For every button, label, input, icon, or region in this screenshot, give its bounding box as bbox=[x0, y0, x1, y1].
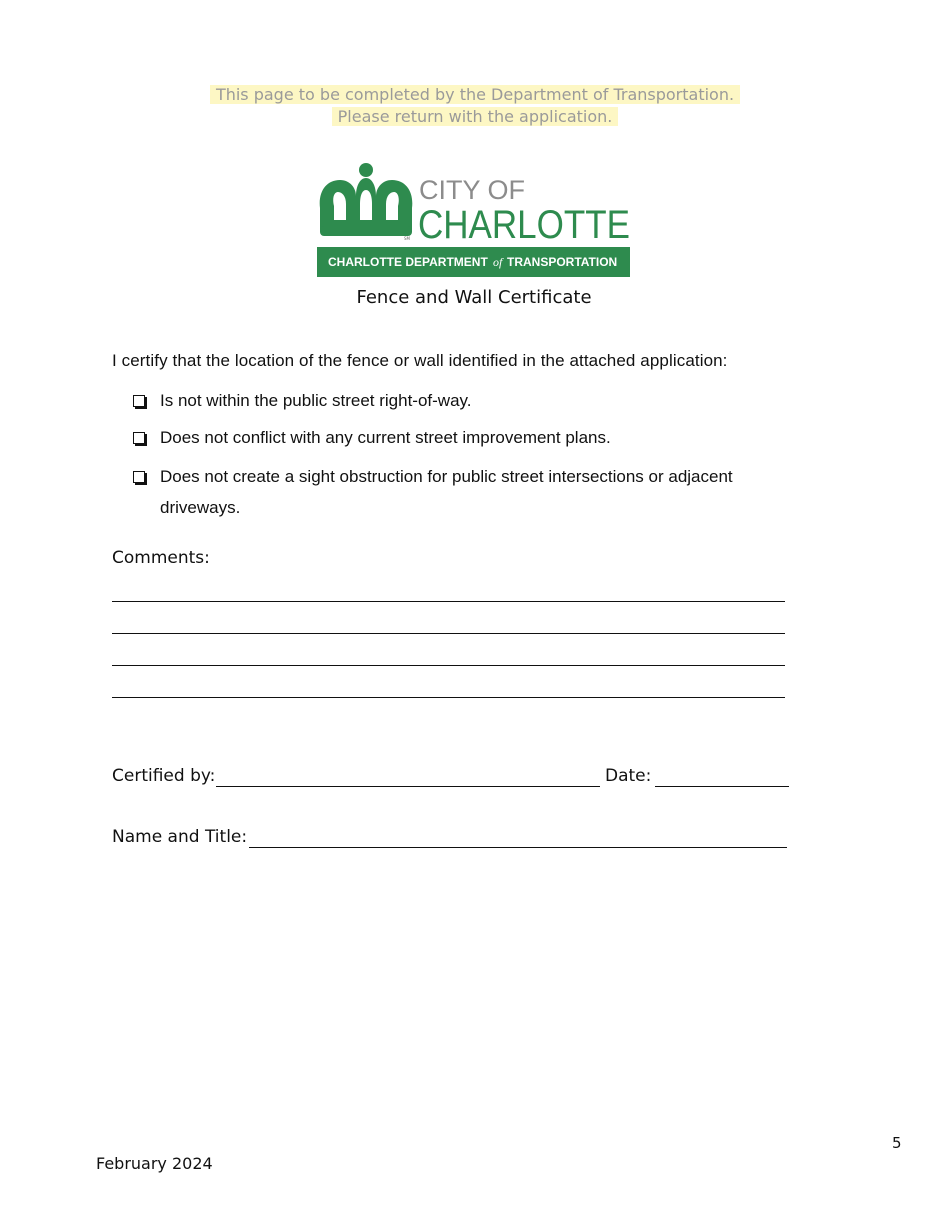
comment-line[interactable] bbox=[112, 633, 785, 634]
city-of-charlotte-logo bbox=[316, 160, 632, 280]
checklist-item bbox=[132, 422, 812, 453]
certified-by-label: Certified by: bbox=[112, 766, 216, 786]
checklist-item-label: Does not create a sight obstruction for public street intersections or adjacent driveways. bbox=[160, 467, 733, 517]
footer-date: February 2024 bbox=[96, 1154, 213, 1173]
name-title-field[interactable] bbox=[249, 847, 787, 848]
checkbox[interactable] bbox=[133, 471, 145, 483]
date-label: Date: bbox=[605, 766, 652, 786]
name-title-label: Name and Title: bbox=[112, 827, 248, 847]
comment-line[interactable] bbox=[112, 697, 785, 698]
date-field[interactable] bbox=[655, 786, 789, 787]
page-number: 5 bbox=[892, 1134, 902, 1152]
checkbox[interactable] bbox=[133, 432, 145, 444]
crown-icon bbox=[320, 163, 413, 236]
logo-charlotte: CHARLOTTE bbox=[418, 203, 630, 247]
logo-banner-left: CHARLOTTE DEPARTMENT bbox=[328, 255, 488, 269]
certification-checklist bbox=[132, 390, 812, 531]
comments-label: Comments: bbox=[112, 548, 210, 568]
comment-line[interactable] bbox=[112, 665, 785, 666]
document-title: Fence and Wall Certificate bbox=[356, 287, 592, 308]
checkbox[interactable] bbox=[133, 395, 145, 407]
completion-notice bbox=[0, 84, 950, 128]
notice-line-2: Please return with the application. bbox=[332, 107, 619, 126]
checklist-item-label: Does not conflict with any current street improvement plans. bbox=[160, 428, 611, 447]
checklist-item-label: Is not within the public street right-of-way. bbox=[160, 391, 472, 410]
notice-line-1: This page to be completed by the Department of Transportation. bbox=[210, 85, 740, 104]
logo-banner-right: TRANSPORTATION bbox=[507, 255, 618, 269]
certification-intro: I certify that the location of the fence or wall identified in the attached application: bbox=[112, 351, 728, 370]
certified-by-field[interactable] bbox=[216, 786, 600, 787]
checklist-item bbox=[132, 461, 812, 523]
checklist-item bbox=[132, 390, 812, 412]
service-mark: SM bbox=[404, 236, 410, 241]
comment-line[interactable] bbox=[112, 601, 785, 602]
logo-city-of: CITY OF bbox=[419, 175, 526, 205]
logo-banner-of: of bbox=[493, 255, 503, 269]
